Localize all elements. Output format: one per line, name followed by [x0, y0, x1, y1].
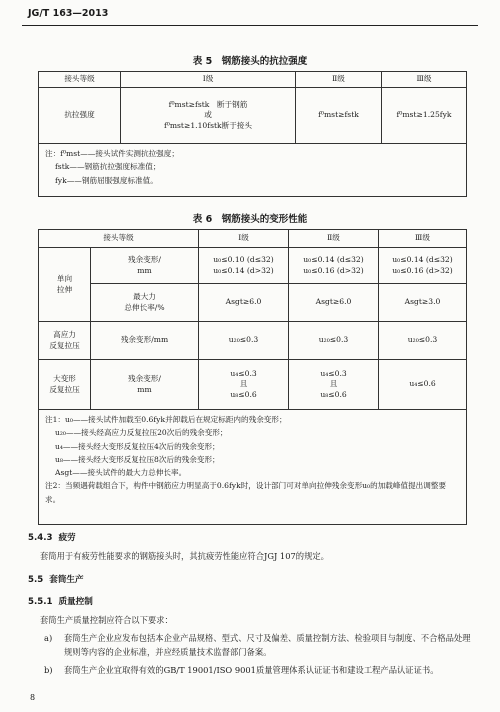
table6-grade-3: Ⅲ级	[379, 230, 467, 248]
item-a-marker: a)	[44, 633, 53, 643]
table5-grade1-cell	[121, 88, 296, 144]
table6-r2-g3: Asgt≥3.0	[379, 284, 467, 322]
table5	[38, 71, 467, 197]
table6-r4-g1: u₄≤0.3 且 u₈≤0.6	[199, 360, 289, 410]
section-5-5-1-heading	[28, 595, 93, 607]
table6-note-5: Asgt——接头试件的最大力总伸长率。	[55, 468, 187, 478]
section-number: 5.5	[28, 575, 44, 585]
table6-note-4: u₈——接头经大变形反复拉压8次后的残余变形；	[55, 454, 220, 464]
table5-g1-or: 或	[204, 110, 212, 120]
item-b-marker: b)	[44, 665, 53, 675]
table5-grade-1: Ⅰ级	[121, 72, 296, 88]
table5-notes	[39, 144, 467, 197]
table6-r2-label: 最大力 总伸长率/%	[91, 284, 199, 322]
table5-grade-3: Ⅲ级	[382, 72, 467, 88]
table6-r1-g2: u₀≤0.14 (d≤32) u₀≤0.16 (d>32)	[289, 248, 379, 284]
table6-r1-g3: u₀≤0.14 (d≤32) u₀≤0.16 (d>32)	[379, 248, 467, 284]
table6-group-tension: 单向 拉伸	[39, 248, 91, 322]
table6-r2-g2: Asgt≥6.0	[289, 284, 379, 322]
table6-r1-label: 残余变形/ mm	[91, 248, 199, 284]
table5-grade3-cell: f⁰mst≥1.25fyk	[382, 88, 467, 144]
section-title: 疲劳	[58, 533, 76, 543]
table6-r4-label: 残余变形/ mm	[91, 360, 199, 410]
table6-r3-g3: u₂₀≤0.3	[379, 322, 467, 360]
section-5-5-heading	[28, 573, 84, 585]
table6-notes	[39, 410, 467, 525]
table6	[38, 229, 467, 525]
table6-r3-g1: u₂₀≤0.3	[199, 322, 289, 360]
section-title: 质量控制	[58, 597, 93, 607]
table6-note-3: u₄——接头经大变形反复拉压4次后的残余变形；	[55, 441, 220, 451]
table6-r1-g1: u₀≤0.10 (d≤32) u₀≤0.14 (d>32)	[199, 248, 289, 284]
item-a-text: 套筒生产企业应发布包括本企业产品规格、型式、尺寸及偏差、质量控制方法、检验项目与制度、不合格品处理规则等内容的企业标准，并应经质量技术监督部门备案。	[64, 633, 471, 658]
table6-r4-g2: u₄≤0.3 且 u₈≤0.6	[289, 360, 379, 410]
table6-group-large-deform: 大变形 反复拉压	[39, 360, 91, 410]
table5-grade-2: Ⅱ级	[296, 72, 382, 88]
table6-caption: 表 6 钢筋接头的变形性能	[192, 214, 308, 225]
table5-note-3: fyk——钢筋屈服强度标准值。	[55, 175, 158, 185]
item-b-text: 套筒生产企业宜取得有效的GB/T 19001/ISO 9001质量管理体系认证证书和建设工程产品认证证书。	[64, 665, 439, 675]
table6-r2-g1: Asgt≥6.0	[199, 284, 289, 322]
table6-note-1: 注1：u₀——接头试件加载至0.6fyk并卸载后在规定标距内的残余变形；	[45, 415, 287, 424]
section-5-5-1-intro: 套筒生产质量控制应符合以下要求：	[40, 615, 173, 625]
table5-note-2: fstk——钢筋抗拉强度标准值；	[55, 162, 161, 172]
section-number: 5.4.3	[28, 533, 53, 543]
section-number: 5.5.1	[28, 597, 53, 607]
table5-col-head: 接头等级	[39, 72, 121, 88]
table5-caption: 表 5 钢筋接头的抗拉强度	[192, 56, 308, 67]
table5-g1-line1: f⁰mst≥fstk 断于钢筋	[168, 100, 248, 110]
section-title: 套筒生产	[49, 575, 84, 585]
table6-col-head: 接头等级	[39, 230, 199, 248]
table6-note-2: u₂₀——接头经高应力反复拉压20次后的残余变形；	[55, 428, 228, 438]
table5-row-head: 抗拉强度	[39, 88, 121, 144]
standard-code: JG/T 163—2013	[28, 8, 109, 19]
table5-grade2-cell: f⁰mst≥fstk	[296, 88, 382, 144]
section-5-4-3-text: 套筒用于有疲劳性能要求的钢筋接头时，其抗疲劳性能应符合JGJ 107的规定。	[40, 551, 329, 561]
table5-g1-line2: f⁰mst≥1.10fstk断于接头	[163, 120, 252, 130]
table6-r3-label: 残余变形/mm	[91, 322, 199, 360]
section-5-4-3-heading	[28, 531, 76, 543]
table5-note-1: 注：f⁰mst——接头试件实测抗拉强度；	[45, 149, 179, 158]
page-number: 8	[30, 693, 36, 702]
table6-group-high-stress: 高应力 反复拉压	[39, 322, 91, 360]
header-rule	[22, 25, 478, 26]
table6-r3-g2: u₂₀≤0.3	[289, 322, 379, 360]
table6-r4-g3: u₄≤0.6	[379, 360, 467, 410]
table6-grade-2: Ⅱ级	[289, 230, 379, 248]
table6-grade-1: Ⅰ级	[199, 230, 289, 248]
table6-note-6: 注2：当频遇荷载组合下，构件中钢筋应力明显高于0.6fyk时，设计部门可对单向拉伸残余变形u₀的加载峰值提出调整要求。	[45, 481, 447, 504]
